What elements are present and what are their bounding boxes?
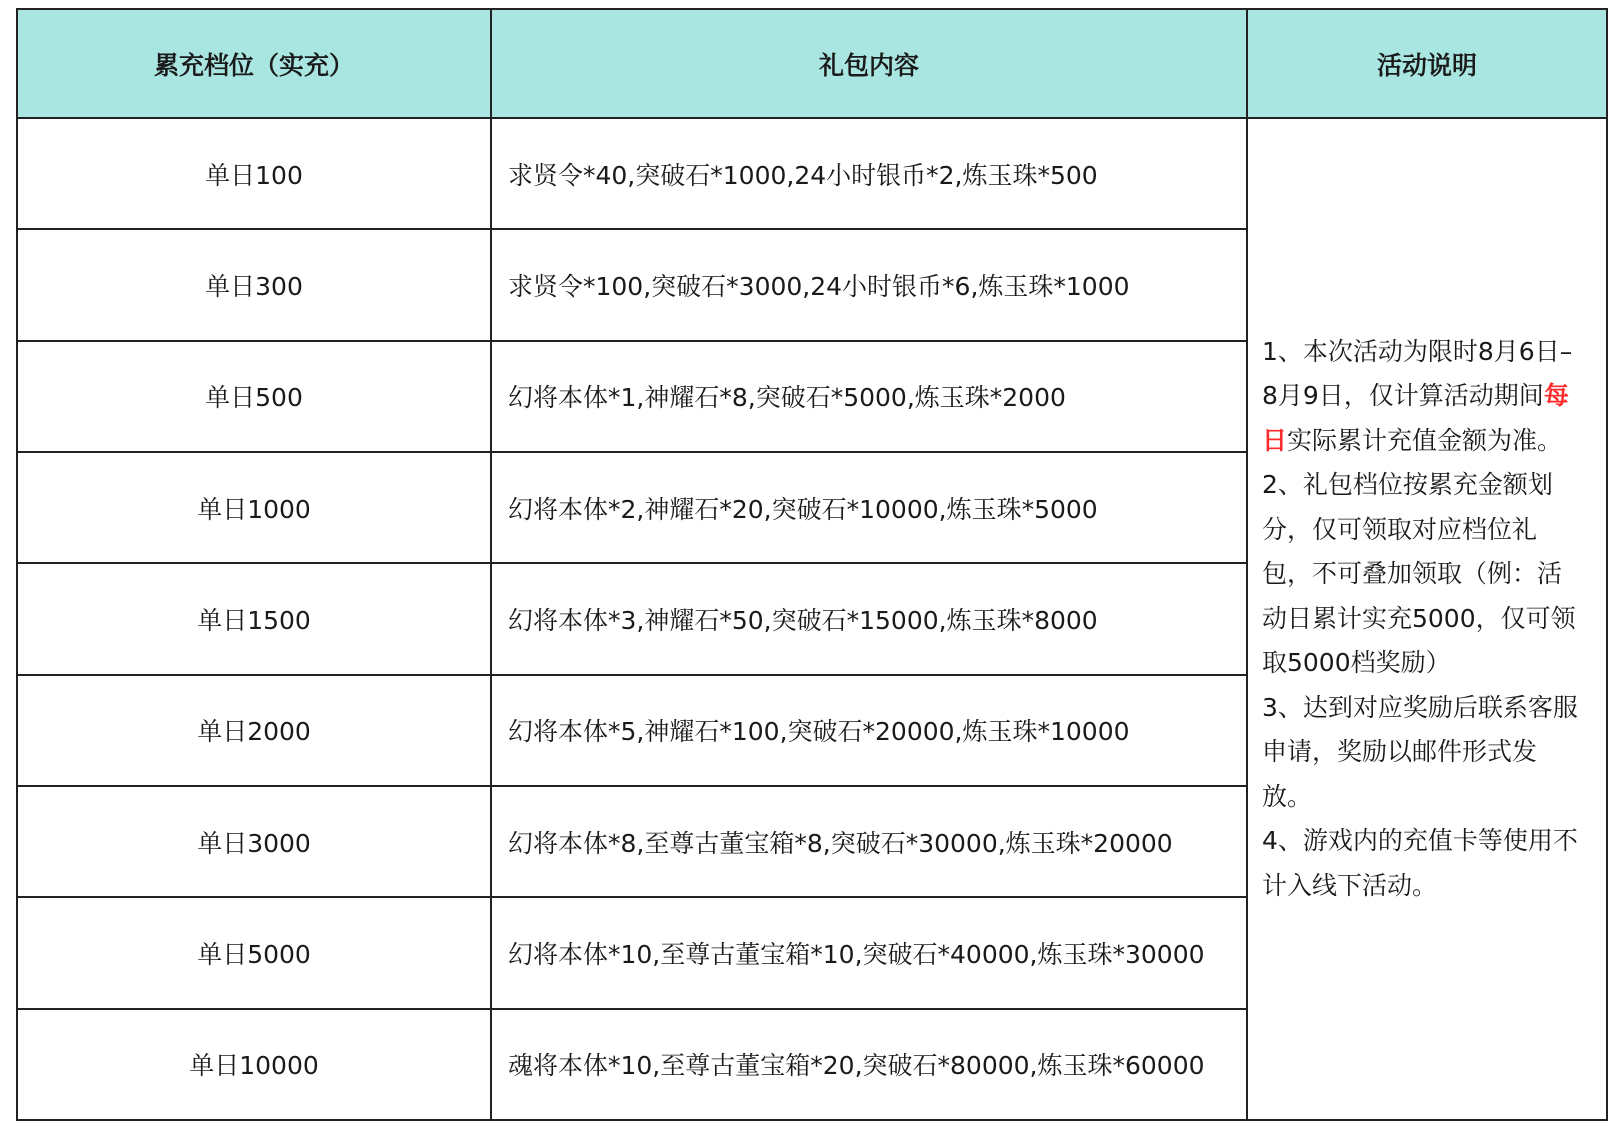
tier-cell: 单日1500 (17, 563, 491, 674)
note-item-3: 3、达到对应奖励后联系客服申请，奖励以邮件形式发放。 (1262, 692, 1578, 811)
note-item-4: 4、游戏内的充值卡等使用不计入线下活动。 (1262, 826, 1578, 900)
tier-cell: 单日2000 (17, 675, 491, 786)
content-cell: 幻将本体*2,神耀石*20,突破石*10000,炼玉珠*5000 (491, 452, 1247, 563)
tier-cell: 单日100 (17, 118, 491, 229)
tier-cell: 单日3000 (17, 786, 491, 897)
content-cell: 幻将本体*5,神耀石*100,突破石*20000,炼玉珠*10000 (491, 675, 1247, 786)
header-tier: 累充档位（实充） (17, 9, 491, 118)
note-highlight: 每日 (1262, 381, 1569, 455)
notes-cell (1247, 118, 1607, 1120)
tier-cell: 单日500 (17, 341, 491, 452)
header-notes: 活动说明 (1247, 9, 1607, 118)
reward-table (16, 8, 1608, 1121)
table-row (17, 118, 1607, 229)
tier-cell: 单日5000 (17, 897, 491, 1008)
note-item-1-prefix: 1、本次活动为限时8月6日–8月9日，仅计算活动期间 (1262, 336, 1573, 411)
tier-cell: 单日300 (17, 229, 491, 340)
content-cell: 幻将本体*3,神耀石*50,突破石*15000,炼玉珠*8000 (491, 563, 1247, 674)
header-row (17, 9, 1607, 118)
note-item-1 (1262, 330, 1584, 464)
content-cell: 幻将本体*1,神耀石*8,突破石*5000,炼玉珠*2000 (491, 341, 1247, 452)
note-item-2: 2、礼包档位按累充金额划分，仅可领取对应档位礼包，不可叠加领取（例：活动日累计实充5000，仅可领取5000档奖励） (1262, 470, 1576, 678)
content-cell: 魂将本体*10,至尊古董宝箱*20,突破石*80000,炼玉珠*60000 (491, 1009, 1247, 1120)
content-cell: 求贤令*40,突破石*1000,24小时银币*2,炼玉珠*500 (491, 118, 1247, 229)
note-item-1-suffix: 实际累计充值金额为准。 (1287, 425, 1563, 455)
content-cell: 幻将本体*8,至尊古董宝箱*8,突破石*30000,炼玉珠*20000 (491, 786, 1247, 897)
tier-cell: 单日10000 (17, 1009, 491, 1120)
tier-cell: 单日1000 (17, 452, 491, 563)
content-cell: 求贤令*100,突破石*3000,24小时银币*6,炼玉珠*1000 (491, 229, 1247, 340)
header-content: 礼包内容 (491, 9, 1247, 118)
content-cell: 幻将本体*10,至尊古董宝箱*10,突破石*40000,炼玉珠*30000 (491, 897, 1247, 1008)
